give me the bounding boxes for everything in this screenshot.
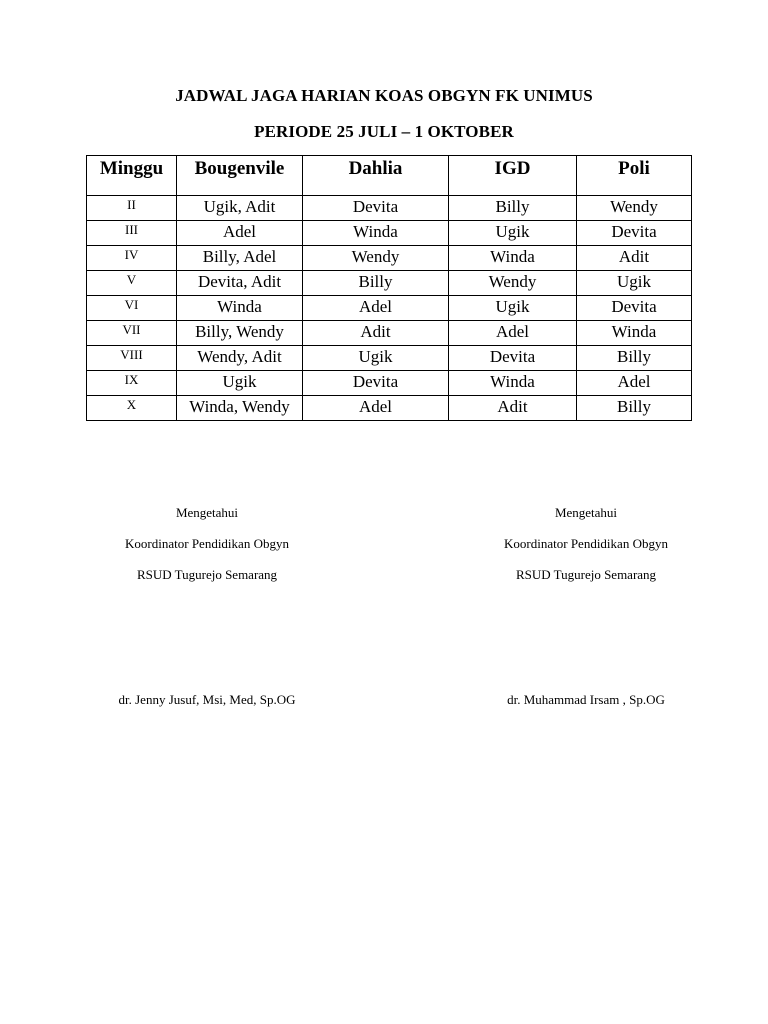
table-row <box>87 196 692 221</box>
document-period: PERIODE 25 JULI – 1 OKTOBER <box>254 122 514 141</box>
poli-cell: Wendy <box>577 196 692 221</box>
table-row <box>87 296 692 321</box>
table-header-row <box>87 156 692 196</box>
igd-cell: Devita <box>449 346 577 371</box>
igd-cell: Winda <box>449 246 577 271</box>
igd-cell: Ugik <box>449 221 577 246</box>
igd-cell: Winda <box>449 371 577 396</box>
bougenvile-cell: Ugik <box>177 371 303 396</box>
week-cell: IX <box>87 371 177 396</box>
week-cell: VIII <box>87 346 177 371</box>
igd-cell: Wendy <box>449 271 577 296</box>
bougenvile-cell: Winda, Wendy <box>177 396 303 421</box>
week-cell: II <box>87 196 177 221</box>
table-row <box>87 346 692 371</box>
dahlia-cell: Devita <box>303 196 449 221</box>
table-row <box>87 371 692 396</box>
table-row <box>87 321 692 346</box>
dahlia-cell: Billy <box>303 271 449 296</box>
poli-cell: Ugik <box>577 271 692 296</box>
header-igd: IGD <box>449 156 577 196</box>
week-cell: III <box>87 221 177 246</box>
dahlia-cell: Adel <box>303 296 449 321</box>
bougenvile-cell: Ugik, Adit <box>177 196 303 221</box>
signer-institution: RSUD Tugurejo Semarang <box>515 567 657 582</box>
signer-name: dr. Jenny Jusuf, Msi, Med, Sp.OG <box>118 692 296 707</box>
signer-institution: RSUD Tugurejo Semarang <box>136 567 278 582</box>
table-row <box>87 396 692 421</box>
poli-cell: Billy <box>577 346 692 371</box>
acknowledged-label: Mengetahui <box>554 505 618 520</box>
bougenvile-cell: Devita, Adit <box>177 271 303 296</box>
igd-cell: Adit <box>449 396 577 421</box>
week-cell: VII <box>87 321 177 346</box>
header-dahlia: Dahlia <box>303 156 449 196</box>
acknowledged-label: Mengetahui <box>175 505 239 520</box>
poli-cell: Adit <box>577 246 692 271</box>
document-title: JADWAL JAGA HARIAN KOAS OBGYN FK UNIMUS <box>175 86 593 105</box>
signer-position: Koordinator Pendidikan Obgyn <box>125 536 289 551</box>
poli-cell: Winda <box>577 321 692 346</box>
week-cell: IV <box>87 246 177 271</box>
bougenvile-cell: Billy, Wendy <box>177 321 303 346</box>
poli-cell: Devita <box>577 296 692 321</box>
week-cell: V <box>87 271 177 296</box>
poli-cell: Adel <box>577 371 692 396</box>
bougenvile-cell: Adel <box>177 221 303 246</box>
table-row <box>87 221 692 246</box>
dahlia-cell: Adit <box>303 321 449 346</box>
header-poli: Poli <box>577 156 692 196</box>
header-minggu: Minggu <box>87 156 177 196</box>
dahlia-cell: Wendy <box>303 246 449 271</box>
header-bougenvile: Bougenvile <box>177 156 303 196</box>
schedule-table <box>86 155 692 421</box>
week-cell: X <box>87 396 177 421</box>
dahlia-cell: Winda <box>303 221 449 246</box>
poli-cell: Devita <box>577 221 692 246</box>
bougenvile-cell: Wendy, Adit <box>177 346 303 371</box>
week-cell: VI <box>87 296 177 321</box>
bougenvile-cell: Billy, Adel <box>177 246 303 271</box>
igd-cell: Ugik <box>449 296 577 321</box>
signer-position: Koordinator Pendidikan Obgyn <box>504 536 668 551</box>
igd-cell: Billy <box>449 196 577 221</box>
dahlia-cell: Adel <box>303 396 449 421</box>
poli-cell: Billy <box>577 396 692 421</box>
dahlia-cell: Ugik <box>303 346 449 371</box>
table-row <box>87 246 692 271</box>
signer-name: dr. Muhammad Irsam , Sp.OG <box>507 692 665 707</box>
table-row <box>87 271 692 296</box>
dahlia-cell: Devita <box>303 371 449 396</box>
igd-cell: Adel <box>449 321 577 346</box>
bougenvile-cell: Winda <box>177 296 303 321</box>
